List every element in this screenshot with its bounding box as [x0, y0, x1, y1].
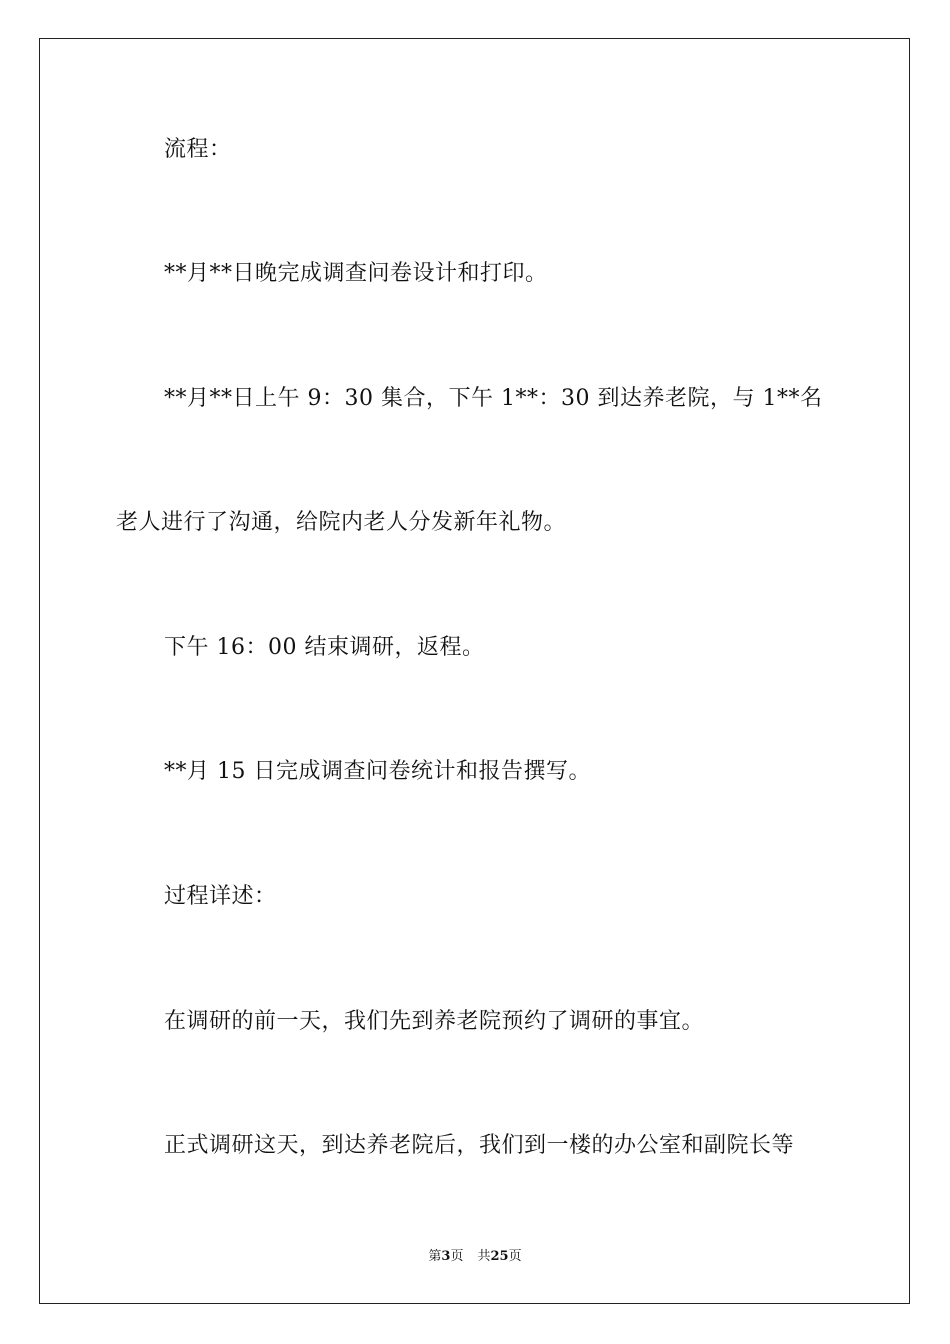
paragraph-schedule-line-2: 老人进行了沟通，给院内老人分发新年礼物。 — [116, 510, 567, 535]
footer-page-number: 3 — [441, 1249, 451, 1264]
footer-page-suffix: 页 — [450, 1249, 464, 1264]
paragraph-process-heading: 流程： — [164, 137, 232, 162]
paragraph-report-writing: **月 15 日完成调查问卷统计和报告撰写。 — [164, 759, 591, 784]
page-footer — [0, 1248, 950, 1266]
footer-total-prefix: 共 — [477, 1249, 491, 1264]
paragraph-details-heading: 过程详述： — [164, 884, 277, 909]
paragraph-appointment: 在调研的前一天，我们先到养老院预约了调研的事宜。 — [164, 1009, 705, 1034]
paragraph-end-research: 下午 16：00 结束调研，返程。 — [164, 635, 485, 660]
footer-page-prefix: 第 — [428, 1249, 442, 1264]
footer-total-pages: 25 — [490, 1249, 509, 1264]
paragraph-schedule-line-1: **月**日上午 9：30 集合，下午 1**：30 到达养老院，与 1**名 — [164, 386, 823, 411]
paragraph-questionnaire-design: **月**日晚完成调查问卷设计和打印。 — [164, 261, 548, 286]
page-border — [39, 38, 910, 1304]
paragraph-formal-research: 正式调研这天，到达养老院后，我们到一楼的办公室和副院长等 — [164, 1133, 795, 1158]
footer-total-suffix: 页 — [508, 1249, 522, 1264]
